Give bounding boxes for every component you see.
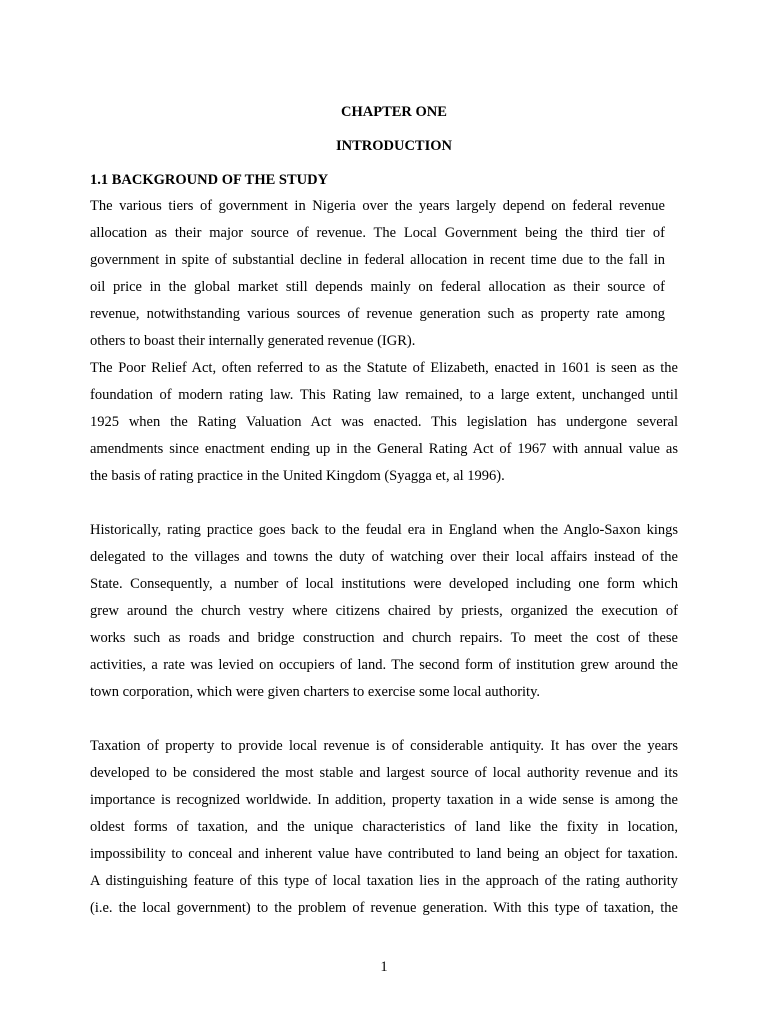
text-line: Historically, rating practice goes back to the feudal era in England when the Anglo-Saxon kings — [90, 522, 678, 538]
text-line: 1925 when the Rating Valuation Act was enacted. This legislation has undergone several — [90, 414, 678, 430]
text-line: works such as roads and bridge construction and church repairs. To meet the cost of these — [90, 630, 678, 646]
page-number: 1 — [380, 959, 388, 975]
text-line: others to boast their internally generated revenue (IGR). — [90, 333, 416, 349]
text-line: town corporation, which were given charters to exercise some local authority. — [90, 684, 541, 700]
text-line: A distinguishing feature of this type of local taxation lies in the approach of the rating authority — [90, 873, 678, 889]
text-line: amendments since enactment ending up in the General Rating Act of 1967 with annual value as — [90, 441, 678, 457]
document-body — [90, 193, 678, 922]
text-line: State. Consequently, a number of local institutions were developed including one form which — [90, 576, 678, 592]
text-line: The Poor Relief Act, often referred to as the Statute of Elizabeth, enacted in 1601 is seen as the — [90, 360, 678, 376]
text-line: importance is recognized worldwide. In addition, property taxation in a wide sense is among the — [90, 792, 678, 808]
paragraph-spacer — [90, 490, 678, 517]
text-line: oil price in the global market still depends mainly on federal allocation as their source of — [90, 279, 665, 295]
text-line: (i.e. the local government) to the problem of revenue generation. With this type of taxation, the — [90, 900, 678, 916]
paragraph-historical-rating — [90, 517, 678, 706]
text-line: foundation of modern rating law. This Rating law remained, to a large extent, unchanged until — [90, 387, 678, 403]
paragraph-poor-relief-act — [90, 355, 678, 490]
text-line: impossibility to conceal and inherent value have contributed to land being an object for taxation. — [90, 846, 678, 862]
text-line: grew around the church vestry where citizens chaired by priests, organized the execution of — [90, 603, 678, 619]
text-line: The various tiers of government in Nigeria over the years largely depend on federal revenue — [90, 198, 665, 214]
text-line: oldest forms of taxation, and the unique characteristics of land like the fixity in location, — [90, 819, 678, 835]
paragraph-spacer — [90, 706, 678, 733]
text-line: developed to be considered the most stable and largest source of local authority revenue and its — [90, 765, 678, 781]
text-line: activities, a rate was levied on occupiers of land. The second form of institution grew around the — [90, 657, 678, 673]
text-line: allocation as their major source of revenue. The Local Government being the third tier of — [90, 225, 665, 241]
section-title: 1.1 BACKGROUND OF THE STUDY — [90, 172, 329, 188]
paragraph-tiers-of-government — [90, 193, 665, 355]
chapter-subtitle: INTRODUCTION — [335, 138, 452, 154]
chapter-title: CHAPTER ONE — [341, 104, 447, 120]
text-line: government in spite of substantial decline in federal allocation in recent time due to the fall in — [90, 252, 665, 268]
text-line: the basis of rating practice in the United Kingdom (Syagga et, al 1996). — [90, 468, 505, 484]
text-line: delegated to the villages and towns the duty of watching over their local affairs instead of the — [90, 549, 678, 565]
paragraph-property-taxation — [90, 733, 678, 922]
text-line: Taxation of property to provide local revenue is of considerable antiquity. It has over the years — [90, 738, 678, 754]
text-line: revenue, notwithstanding various sources of revenue generation such as property rate among — [90, 306, 665, 322]
